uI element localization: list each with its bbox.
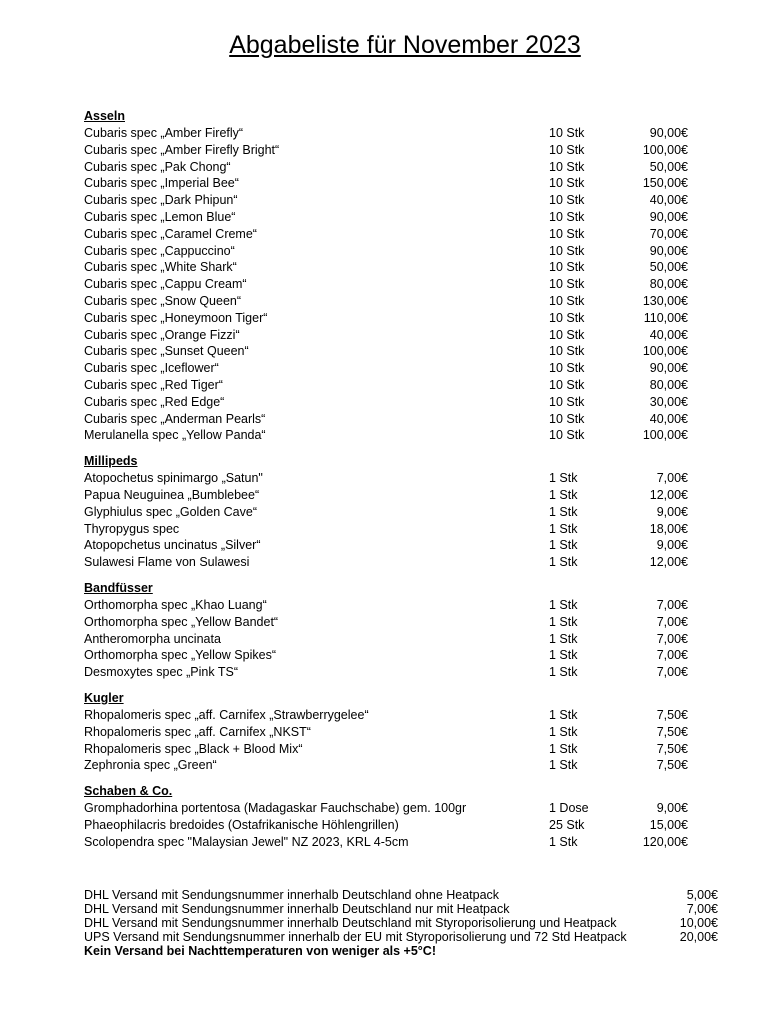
item-quantity: 1 Stk bbox=[549, 741, 578, 756]
item-name: Cubaris spec „Pak Chong“ bbox=[84, 159, 231, 174]
item-quantity: 1 Stk bbox=[549, 597, 578, 612]
shipping-option bbox=[84, 916, 718, 930]
item-quantity: 10 Stk bbox=[549, 159, 585, 174]
item-name: Desmoxytes spec „Pink TS“ bbox=[84, 665, 238, 680]
shipping-option-price: 5,00€ bbox=[686, 888, 718, 902]
item-price: 9,00€ bbox=[656, 538, 688, 553]
item-price: 7,50€ bbox=[656, 724, 688, 739]
item-name: Cubaris spec „Sunset Queen“ bbox=[84, 344, 249, 359]
item-name: Cubaris spec „Red Tiger“ bbox=[84, 377, 223, 392]
item-quantity: 1 Stk bbox=[549, 834, 578, 849]
item-price: 90,00€ bbox=[649, 243, 688, 258]
item-price: 30,00€ bbox=[649, 394, 688, 409]
list-item bbox=[84, 817, 694, 834]
item-quantity: 10 Stk bbox=[549, 126, 585, 140]
item-price: 7,00€ bbox=[656, 471, 688, 486]
item-name: Thyropygus spec bbox=[84, 521, 180, 536]
list-item bbox=[84, 647, 694, 664]
list-item bbox=[84, 470, 694, 487]
list-item bbox=[84, 504, 694, 521]
item-price: 130,00€ bbox=[642, 293, 688, 308]
item-quantity: 1 Stk bbox=[549, 555, 578, 570]
item-quantity: 10 Stk bbox=[549, 277, 585, 292]
item-quantity: 1 Dose bbox=[549, 801, 589, 816]
item-name: Cubaris spec „Honeymoon Tiger“ bbox=[84, 310, 268, 325]
list-item bbox=[84, 259, 694, 276]
item-price: 7,50€ bbox=[656, 707, 688, 722]
list-item bbox=[84, 411, 694, 428]
list-item bbox=[84, 724, 694, 741]
item-price: 70,00€ bbox=[649, 226, 688, 241]
list-item bbox=[84, 276, 694, 293]
item-quantity: 1 Stk bbox=[549, 724, 578, 739]
section-heading: Schaben & Co. bbox=[84, 784, 173, 799]
item-price: 12,00€ bbox=[649, 555, 688, 570]
list-item bbox=[84, 142, 694, 159]
item-price: 9,00€ bbox=[656, 801, 688, 816]
item-price: 7,00€ bbox=[656, 648, 688, 663]
item-quantity: 1 Stk bbox=[549, 631, 578, 646]
item-name: Orthomorpha spec „Yellow Spikes“ bbox=[84, 648, 276, 663]
item-price: 15,00€ bbox=[649, 817, 688, 832]
item-name: Cubaris spec „White Shark“ bbox=[84, 260, 237, 275]
item-name: Cubaris spec „Amber Firefly Bright“ bbox=[84, 142, 280, 157]
shipping-option-price: 7,00€ bbox=[686, 902, 718, 916]
item-name: Cubaris spec „Cappu Cream“ bbox=[84, 277, 247, 292]
item-quantity: 25 Stk bbox=[549, 817, 585, 832]
item-quantity: 10 Stk bbox=[549, 260, 585, 275]
item-price: 50,00€ bbox=[649, 159, 688, 174]
item-price: 120,00€ bbox=[642, 834, 688, 849]
item-price: 7,00€ bbox=[656, 614, 688, 629]
item-price: 9,00€ bbox=[656, 504, 688, 519]
item-quantity: 1 Stk bbox=[549, 521, 578, 536]
list-item bbox=[84, 209, 694, 226]
item-price: 100,00€ bbox=[642, 142, 688, 157]
section-schaben-co bbox=[84, 783, 694, 850]
item-name: Cubaris spec „Cappuccino“ bbox=[84, 243, 235, 258]
list-item bbox=[84, 394, 694, 411]
item-name: Cubaris spec „Iceflower“ bbox=[84, 361, 219, 376]
item-price: 40,00€ bbox=[649, 327, 688, 342]
item-name: Phaeophilacris bredoides (Ostafrikanische Höhlengrillen) bbox=[84, 817, 399, 832]
item-name: Cubaris spec „Caramel Creme“ bbox=[84, 226, 257, 241]
item-name: Cubaris spec „Dark Phipun“ bbox=[84, 193, 238, 208]
item-quantity: 10 Stk bbox=[549, 327, 585, 342]
shipping-option bbox=[84, 930, 718, 944]
item-quantity: 10 Stk bbox=[549, 377, 585, 392]
item-quantity: 10 Stk bbox=[549, 428, 585, 443]
shipping-option-price: 10,00€ bbox=[679, 916, 718, 930]
item-quantity: 1 Stk bbox=[549, 614, 578, 629]
list-item bbox=[84, 741, 694, 758]
list-item bbox=[84, 192, 694, 209]
item-price: 110,00€ bbox=[643, 310, 688, 325]
list-item bbox=[84, 597, 694, 614]
item-name: Scolopendra spec "Malaysian Jewel" NZ 2023, KRL 4-5cm bbox=[84, 834, 409, 849]
item-quantity: 10 Stk bbox=[549, 243, 585, 258]
item-price: 7,00€ bbox=[656, 631, 688, 646]
item-name: Cubaris spec „Amber Firefly“ bbox=[84, 126, 244, 140]
item-name: Merulanella spec „Yellow Panda“ bbox=[84, 428, 266, 443]
item-name: Cubaris spec „Snow Queen“ bbox=[84, 293, 242, 308]
shipping-info bbox=[84, 888, 718, 958]
item-quantity: 10 Stk bbox=[549, 226, 585, 241]
item-quantity: 10 Stk bbox=[549, 411, 585, 426]
list-item bbox=[84, 293, 694, 310]
item-quantity: 1 Stk bbox=[549, 648, 578, 663]
item-quantity: 1 Stk bbox=[549, 707, 578, 722]
item-quantity: 1 Stk bbox=[549, 538, 578, 553]
shipping-option-price: 20,00€ bbox=[679, 930, 718, 944]
item-name: Zephronia spec „Green“ bbox=[84, 758, 217, 773]
list-item bbox=[84, 800, 694, 817]
item-quantity: 10 Stk bbox=[549, 344, 585, 359]
list-item bbox=[84, 614, 694, 631]
section-heading: Asseln bbox=[84, 109, 125, 123]
item-quantity: 1 Stk bbox=[549, 665, 578, 680]
section-millipeds bbox=[84, 453, 694, 571]
shipping-option bbox=[84, 888, 718, 902]
item-price: 90,00€ bbox=[649, 126, 688, 140]
item-name: Cubaris spec „Orange Fizzi“ bbox=[84, 327, 240, 342]
item-name: Cubaris spec „Red Edge“ bbox=[84, 394, 225, 409]
item-name: Orthomorpha spec „Khao Luang“ bbox=[84, 597, 267, 612]
item-quantity: 10 Stk bbox=[549, 310, 585, 325]
list-item bbox=[84, 226, 694, 243]
section-kugler bbox=[84, 690, 694, 774]
item-name: Antheromorpha uncinata bbox=[84, 631, 221, 646]
section-heading: Millipeds bbox=[84, 454, 138, 469]
shipping-option-text: UPS Versand mit Sendungsnummer innerhalb der EU mit Styroporisolierung und 72 Std Heatpack bbox=[84, 930, 627, 944]
item-price: 40,00€ bbox=[649, 193, 688, 208]
shipping-option bbox=[84, 902, 718, 916]
list-item bbox=[84, 757, 694, 774]
item-name: Gromphadorhina portentosa (Madagaskar Fauchschabe) gem. 100gr bbox=[84, 801, 467, 816]
item-quantity: 10 Stk bbox=[549, 394, 585, 409]
list-item bbox=[84, 707, 694, 724]
item-name: Rhopalomeris spec „aff. Carnifex „NKST“ bbox=[84, 724, 311, 739]
list-item bbox=[84, 664, 694, 681]
section-asseln bbox=[84, 108, 694, 444]
item-name: Cubaris spec „Lemon Blue“ bbox=[84, 209, 236, 224]
item-name: Orthomorpha spec „Yellow Bandet“ bbox=[84, 614, 279, 629]
shipping-rows bbox=[84, 888, 718, 944]
section-heading: Kugler bbox=[84, 690, 124, 705]
item-name: Rhopalomeris spec „Black + Blood Mix“ bbox=[84, 741, 303, 756]
item-price: 50,00€ bbox=[649, 260, 688, 275]
item-price: 12,00€ bbox=[649, 487, 688, 502]
list-item bbox=[84, 125, 694, 142]
list-item bbox=[84, 360, 694, 377]
item-name: Atopopchetus uncinatus „Silver“ bbox=[84, 538, 261, 553]
item-quantity: 10 Stk bbox=[549, 176, 585, 191]
item-price: 100,00€ bbox=[642, 344, 688, 359]
item-name: Rhopalomeris spec „aff. Carnifex „Strawberrygelee“ bbox=[84, 707, 369, 722]
list-item bbox=[84, 377, 694, 394]
item-price: 7,00€ bbox=[656, 665, 688, 680]
list-item bbox=[84, 175, 694, 192]
item-name: Glyphiulus spec „Golden Cave“ bbox=[84, 504, 257, 519]
list-item bbox=[84, 631, 694, 648]
list-item bbox=[84, 521, 694, 538]
section-heading: Bandfüsser bbox=[84, 580, 153, 595]
item-quantity: 10 Stk bbox=[549, 142, 585, 157]
item-price: 7,00€ bbox=[656, 597, 688, 612]
item-name: Atopochetus spinimargo „Satun" bbox=[84, 471, 263, 486]
list-item bbox=[84, 487, 694, 504]
list-item bbox=[84, 343, 694, 360]
list-item bbox=[84, 554, 694, 571]
list-item bbox=[84, 159, 694, 176]
section-bandfüsser bbox=[84, 580, 694, 681]
shipping-option-text: DHL Versand mit Sendungsnummer innerhalb Deutschland mit Styroporisolierung und Heatpack bbox=[84, 916, 617, 930]
shipping-option-text: DHL Versand mit Sendungsnummer innerhalb Deutschland ohne Heatpack bbox=[84, 888, 500, 902]
item-price: 7,50€ bbox=[656, 741, 688, 756]
item-name: Papua Neuguinea „Bumblebee“ bbox=[84, 487, 260, 502]
item-quantity: 10 Stk bbox=[549, 193, 585, 208]
shipping-option-text: DHL Versand mit Sendungsnummer innerhalb Deutschland nur mit Heatpack bbox=[84, 902, 510, 916]
shipping-note: Kein Versand bei Nachttemperaturen von weniger als +5°C! bbox=[84, 944, 436, 958]
item-price: 80,00€ bbox=[649, 377, 688, 392]
item-price: 100,00€ bbox=[642, 428, 688, 443]
item-quantity: 10 Stk bbox=[549, 361, 585, 376]
item-price: 150,00€ bbox=[642, 176, 688, 191]
item-price: 90,00€ bbox=[649, 209, 688, 224]
page-title: Abgabeliste für November 2023 bbox=[229, 31, 581, 59]
item-quantity: 10 Stk bbox=[549, 209, 585, 224]
item-quantity: 1 Stk bbox=[549, 471, 578, 486]
item-quantity: 10 Stk bbox=[549, 293, 585, 308]
item-price: 80,00€ bbox=[649, 277, 688, 292]
item-price: 40,00€ bbox=[649, 411, 688, 426]
item-quantity: 1 Stk bbox=[549, 758, 578, 773]
list-item bbox=[84, 243, 694, 260]
list-item bbox=[84, 327, 694, 344]
item-quantity: 1 Stk bbox=[549, 504, 578, 519]
list-item bbox=[84, 427, 694, 444]
item-name: Sulawesi Flame von Sulawesi bbox=[84, 555, 250, 570]
item-price: 7,50€ bbox=[656, 758, 688, 773]
list-item bbox=[84, 537, 694, 554]
item-name: Cubaris spec „Anderman Pearls“ bbox=[84, 411, 266, 426]
item-price: 18,00€ bbox=[649, 521, 688, 536]
item-quantity: 1 Stk bbox=[549, 487, 578, 502]
item-name: Cubaris spec „Imperial Bee“ bbox=[84, 176, 239, 191]
item-price: 90,00€ bbox=[649, 361, 688, 376]
list-item bbox=[84, 834, 694, 851]
list-item bbox=[84, 310, 694, 327]
price-list bbox=[84, 108, 694, 859]
